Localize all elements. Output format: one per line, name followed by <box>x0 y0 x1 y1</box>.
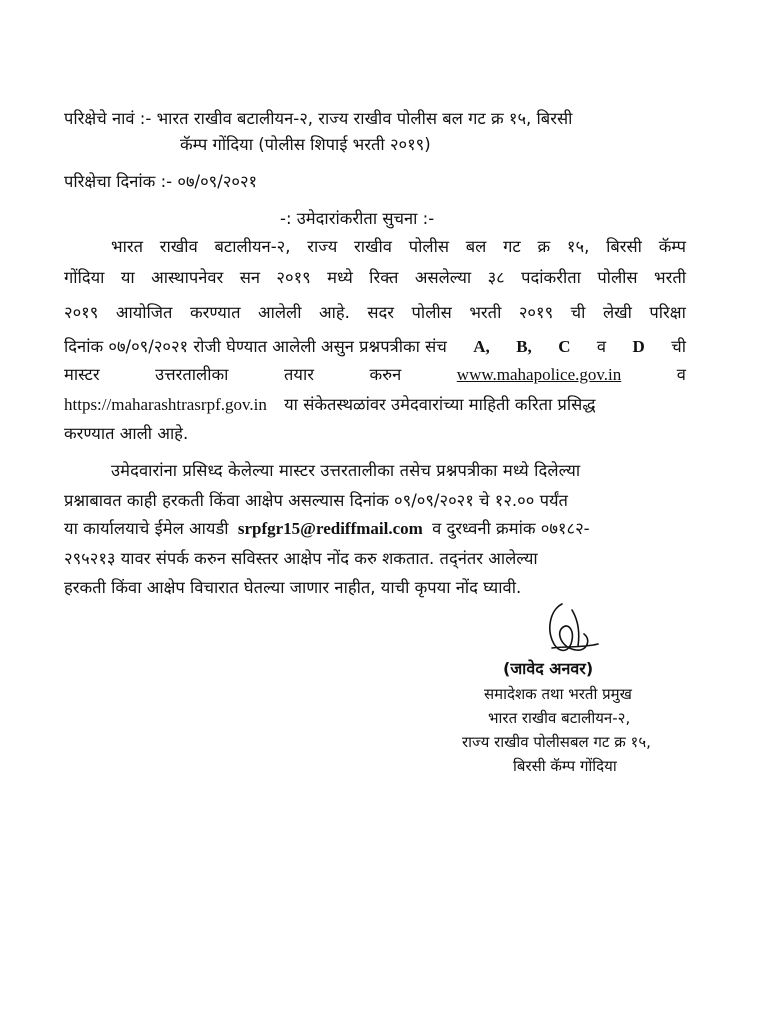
exam-name-line-2: कॅम्प गोंदिया (पोलीस शिपाई भरती २०१९) <box>180 135 431 154</box>
word: पोलीस <box>597 268 638 287</box>
word: करण्यात <box>189 303 241 322</box>
word: आलेली <box>257 303 302 322</box>
exam-name-label: परिक्षेचे नावं :- <box>64 109 152 128</box>
signatory-unit: भारत राखीव बटालीयन-२, <box>488 709 631 727</box>
sentence-segment: व दुरध्वनी क्रमांक ०७१८२- <box>432 519 590 538</box>
para2-line-3 <box>64 518 590 540</box>
word: परिक्षा <box>649 303 686 322</box>
word: सन <box>239 268 261 287</box>
para2-line-2: प्रश्नाबावत काही हरकती किंवा आक्षेप असल्यास दिनांक ०९/०९/२०२१ चे १२.०० पर्यंत <box>64 491 568 510</box>
notice-title: -: उमेदारांकरीता सुचना :- <box>280 209 435 228</box>
word: भरती <box>469 303 502 322</box>
exam-date-line <box>64 171 257 193</box>
word: २०१९ <box>518 303 554 322</box>
word: भरती <box>653 268 686 287</box>
conjunction: व <box>596 337 607 356</box>
word: १५, <box>566 237 590 256</box>
word: मास्टर <box>64 365 100 384</box>
word: गट <box>503 237 521 256</box>
word: २०१९ <box>276 268 311 287</box>
word: करुन <box>369 365 402 384</box>
word: सदर <box>367 303 395 322</box>
para1-line-6 <box>64 394 596 416</box>
exam-name-line-1 <box>64 108 572 130</box>
word: बल <box>465 237 487 256</box>
word: भारत <box>111 237 144 256</box>
exam-name-value: भारत राखीव बटालीयन-२, राज्य राखीव पोलीस बल गट क्र १५, बिरसी <box>156 109 573 128</box>
word: राखीव <box>354 237 392 256</box>
set-c: C <box>558 337 571 356</box>
word: आस्थापनेवर <box>151 268 224 287</box>
word: तयार <box>284 365 314 384</box>
word: राखीव <box>159 237 198 256</box>
sentence-segment: या कार्यालयाचे ईमेल आयडी <box>64 519 229 538</box>
set-b: B, <box>516 337 532 356</box>
para1-line-1 <box>111 236 686 258</box>
word: रिक्त <box>369 268 399 287</box>
word: ची <box>570 303 586 322</box>
word: राज्य <box>307 237 338 256</box>
word: लेखी <box>602 303 632 322</box>
word: ३८ <box>487 268 505 287</box>
word: बिरसी <box>606 237 642 256</box>
word: बटालीयन-२, <box>214 237 291 256</box>
word: गोंदिया <box>64 268 105 287</box>
sentence-segment: या संकेतस्थळांवर उमेदवारांच्या माहिती करिता प्रसिद्ध <box>284 395 596 414</box>
exam-date-value: ०७/०९/२०२१ <box>177 172 258 191</box>
srpf-link[interactable]: https://maharashtrasrpf.gov.in <box>64 395 267 414</box>
set-a: A, <box>473 337 490 356</box>
word: या <box>120 268 135 287</box>
word: असलेल्या <box>414 268 472 287</box>
word: मध्ये <box>327 268 353 287</box>
word: आयोजित <box>115 303 173 322</box>
sentence-segment: दिनांक ०७/०९/२०२१ रोजी घेण्यात आलेली असुन प्रश्नपत्रीका संच <box>64 337 447 356</box>
word: व <box>676 365 686 384</box>
signatory-name: (जावेद अनवर) <box>503 659 594 678</box>
para1-line-5 <box>64 364 686 386</box>
word: पोलीस <box>408 237 449 256</box>
signatory-place: बिरसी कॅम्प गोंदिया <box>513 757 617 775</box>
set-d: D <box>632 337 645 356</box>
exam-date-label: परिक्षेचा दिनांक :- <box>64 172 173 191</box>
email-link[interactable]: srpfgr15@rediffmail.com <box>237 519 423 538</box>
word: पोलीस <box>411 303 452 322</box>
word: क्र <box>537 237 551 256</box>
signatory-designation: समादेशक तथा भरती प्रमुख <box>484 685 632 703</box>
para1-line-7: करण्यात आली आहे. <box>64 424 189 443</box>
handwritten-signature <box>532 600 602 660</box>
para2-line-1: उमेदवारांना प्रसिध्द केलेल्या मास्टर उत्तरतालीका तसेच प्रश्नपत्रीका मध्ये दिलेल्या <box>111 461 581 480</box>
word: आहे. <box>319 303 350 322</box>
word: उत्तरतालीका <box>155 365 229 384</box>
para2-line-5: हरकती किंवा आक्षेप विचारात घेतल्या जाणार नाहीत, याची कृपया नोंद घ्यावी. <box>64 578 522 597</box>
para2-line-4: २९५२१३ यावर संपर्क करुन सविस्तर आक्षेप नोंद करु शकतात. तद्नंतर आलेल्या <box>64 549 538 568</box>
para1-line-3 <box>64 302 686 324</box>
word: कॅम्प <box>658 237 686 256</box>
para1-line-4 <box>64 336 686 358</box>
word: २०१९ <box>64 303 99 322</box>
para1-line-2 <box>64 267 686 289</box>
signatory-force: राज्य राखीव पोलीसबल गट क्र १५, <box>462 733 651 751</box>
word: ची <box>671 337 686 356</box>
mahapolice-link[interactable]: www.mahapolice.gov.in <box>456 365 622 384</box>
word: पदांकरीता <box>521 268 581 287</box>
